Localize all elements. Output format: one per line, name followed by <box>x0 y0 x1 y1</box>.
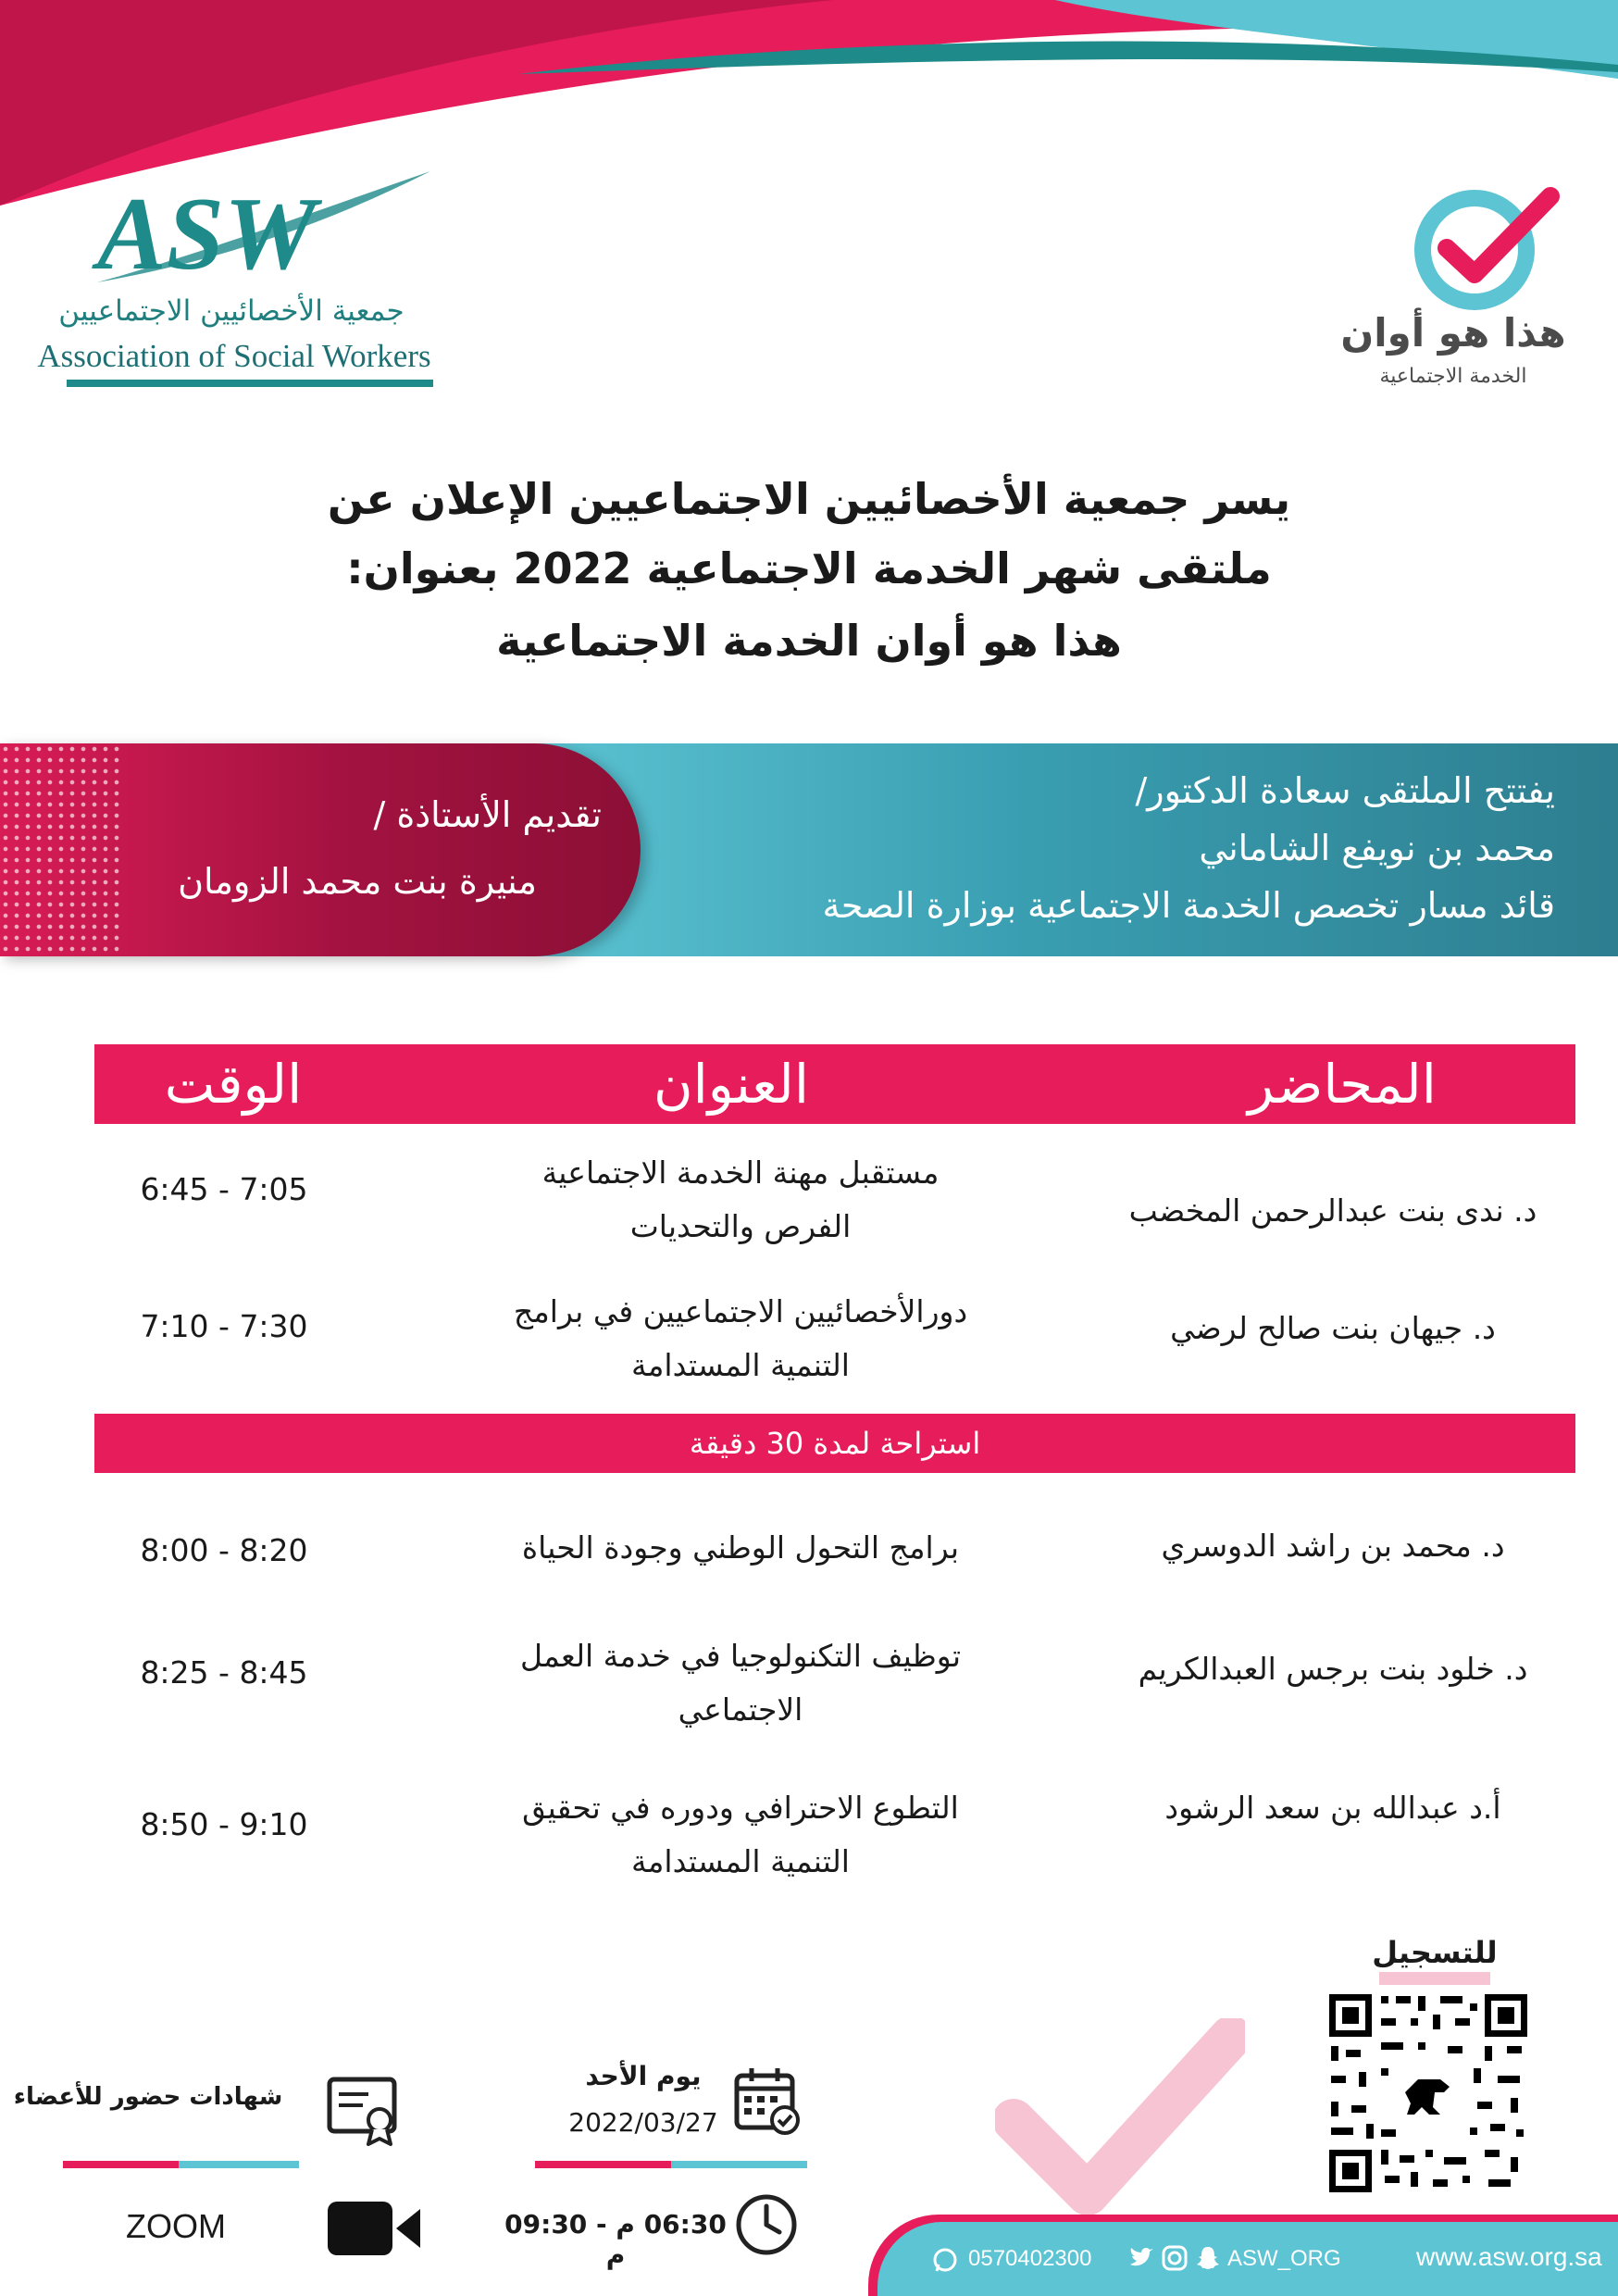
speaker-cell: د. جيهان بنت صالح لرضي <box>1170 1310 1496 1346</box>
clock-icon <box>733 2191 800 2258</box>
time-cell: 8:20 - 8:00 <box>140 1532 308 1568</box>
title-cell: الفرص والتحديات <box>629 1208 852 1244</box>
column-header-title: العنوان <box>653 1053 809 1116</box>
register-underline <box>1379 1972 1490 1985</box>
platform-label: ZOOM <box>126 2207 226 2245</box>
headline-line-3: هذا هو أوان الخدمة الاجتماعية <box>496 616 1122 666</box>
column-header-speaker: المحاضر <box>1248 1053 1437 1116</box>
asw-underline <box>67 380 433 387</box>
event-day: يوم الأحد <box>585 2061 702 2091</box>
title-cell: مستقبل مهنة الخدمة الاجتماعية <box>541 1154 940 1191</box>
speaker-cell: د. خلود بنت برجس العبدالكريم <box>1138 1651 1528 1687</box>
event-time-range: 06:30 م - 09:30 م <box>504 2209 727 2270</box>
register-label: للتسجيل <box>1372 1935 1498 1970</box>
opening-speaker-role: قائد مسار تخصص الخدمة الاجتماعية بوزارة الصحة <box>822 885 1555 926</box>
large-checkmark-decoration <box>995 2018 1245 2222</box>
title-cell: التنمية المستدامة <box>631 1347 850 1383</box>
campaign-subtitle: الخدمة الاجتماعية <box>1379 365 1527 388</box>
title-cell: التطوع الاحترافي ودوره في تحقيق <box>522 1790 959 1826</box>
host-label: تقديم الأستاذة / <box>373 794 602 835</box>
speaker-cell: د. ندى بنت عبدالرحمن المخضب <box>1128 1192 1537 1229</box>
calendar-icon <box>731 2065 805 2139</box>
title-cell: الاجتماعي <box>678 1691 803 1728</box>
dot-pattern-decoration <box>0 743 125 956</box>
host-name: منيرة بنت محمد الزومان <box>178 861 537 902</box>
snapchat-icon[interactable] <box>1194 2244 1222 2272</box>
date-underline-pink <box>535 2161 671 2168</box>
time-cell: 7:05 - 6:45 <box>140 1171 308 1207</box>
website-link[interactable]: www.asw.org.sa <box>1416 2242 1602 2271</box>
whatsapp-icon[interactable] <box>931 2246 959 2274</box>
asw-name-arabic: جمعية الأخصائيين الاجتماعيين <box>58 294 404 328</box>
opening-line-1: يفتتح الملتقى سعادة الدكتور/ <box>1135 770 1555 811</box>
title-cell: دورالأخصائيين الاجتماعيين في برامج <box>513 1293 968 1329</box>
certificates-label: شهادات حضور للأعضاء <box>13 2083 283 2111</box>
speaker-cell: د. محمد بن راشد الدوسري <box>1161 1528 1505 1564</box>
certificate-icon <box>326 2070 404 2148</box>
column-header-time: الوقت <box>164 1053 303 1116</box>
phone-number[interactable]: 0570402300 <box>968 2246 1092 2271</box>
asw-logo-text: ASW <box>97 177 317 292</box>
certificates-underline-pink <box>63 2161 179 2168</box>
event-date: 2022/03/27 <box>568 2107 718 2138</box>
time-cell: 8:45 - 8:25 <box>140 1654 308 1691</box>
date-underline-teal <box>671 2161 807 2168</box>
campaign-title: هذا هو أوان <box>1340 310 1566 356</box>
asw-name-english: Association of Social Workers <box>37 338 431 374</box>
twitter-icon[interactable] <box>1127 2244 1155 2272</box>
social-handle[interactable]: ASW_ORG <box>1227 2246 1341 2271</box>
break-label: استراحة لمدة 30 دقيقة <box>689 1426 981 1461</box>
certificates-underline-teal <box>179 2161 299 2168</box>
time-cell: 9:10 - 8:50 <box>140 1806 308 1842</box>
speaker-cell: أ.د عبدالله بن سعد الرشود <box>1164 1790 1501 1826</box>
title-cell: توظيف التكنولوجيا في خدمة العمل <box>519 1638 962 1674</box>
title-cell: التنمية المستدامة <box>631 1843 850 1879</box>
instagram-icon[interactable] <box>1161 2244 1189 2272</box>
opening-speaker-name: محمد بن نويفع الشاماني <box>1199 828 1555 868</box>
headline-line-1: يسر جمعية الأخصائيين الاجتماعيين الإعلان عن <box>327 474 1291 524</box>
headline-line-2: ملتقى شهر الخدمة الاجتماعية 2022 بعنوان: <box>346 543 1272 593</box>
qr-code-icon[interactable] <box>1326 1990 1531 2196</box>
video-camera-icon <box>324 2196 426 2261</box>
checkmark-circle-icon <box>1412 176 1560 315</box>
title-cell: برامج التحول الوطني وجودة الحياة <box>521 1529 960 1566</box>
time-cell: 7:30 - 7:10 <box>140 1308 308 1344</box>
asw-logo-icon <box>88 167 440 296</box>
